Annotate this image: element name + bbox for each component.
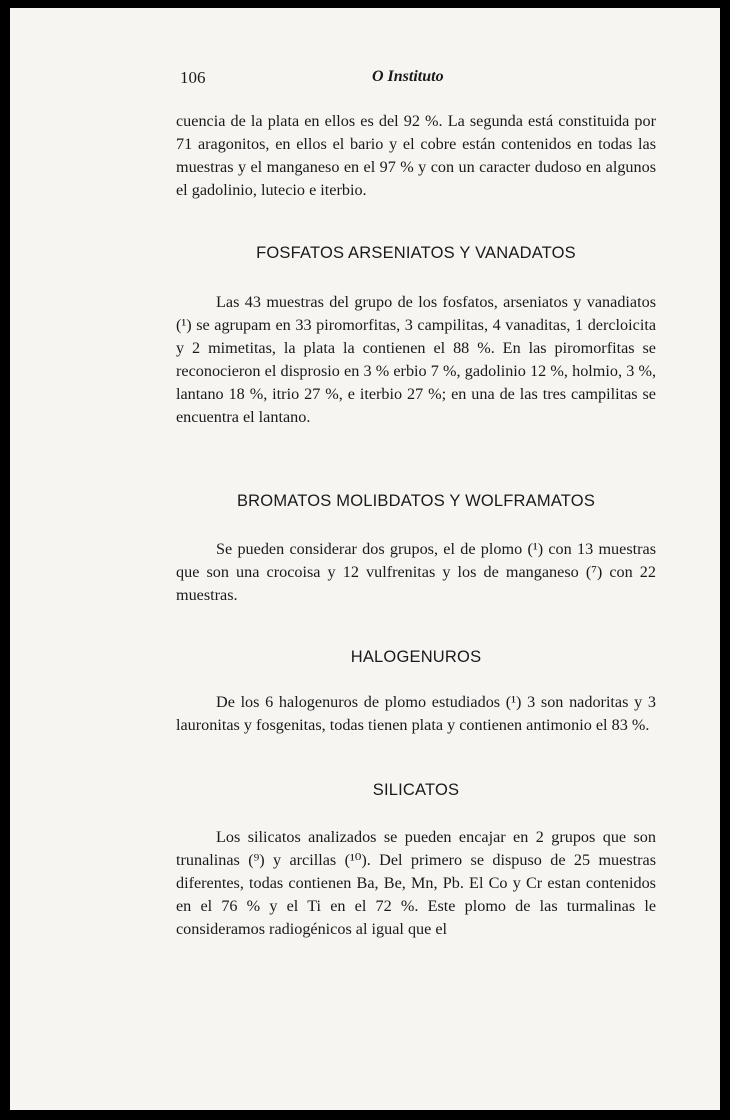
document-page — [10, 8, 720, 1110]
paragraph-text: cuencia de la plata en ellos es del 92 %. La segunda está constituida por 71 aragonitos, en ellos el bario y el cobre están contenidos en todas las muestras y el manganeso en el 97 % y con un caracter dudoso en algunos el gadolinio, lutecio e iterbio. — [176, 112, 656, 199]
section-paragraph-fosfatos — [176, 291, 656, 429]
page-header — [10, 68, 720, 92]
section-paragraph-halogenuros — [176, 691, 656, 737]
paragraph-text: Las 43 muestras del grupo de los fosfatos, arseniatos y vanadiatos (¹) se agrupam en 33 piromorfitas, 3 campilitas, 4 vanaditas, 1 dercloicita y 2 mimetitas, la plata la contienen el 88 %. En las piromorfitas se reconocieron el disprosio en 3 % erbio 7 %, gadolinio 12 %, holmio, 3 %, lantano 18 %, itrio 27 %, e iterbio 27 %; en una de las tres campilitas se encuentra el lantano. — [176, 293, 656, 426]
section-heading-silicatos: SILICATOS — [372, 781, 460, 799]
running-title: O Instituto — [372, 68, 444, 85]
paragraph-text: Se pueden considerar dos grupos, el de plomo (¹) con 13 muestras que son una crocoisa y 12 vulfrenitas y los de manganeso (⁷) con 22 muestras. — [176, 540, 656, 604]
section-heading-bromatos: BROMATOS MOLIBDATOS Y WOLFRAMATOS — [236, 492, 596, 510]
intro-paragraph — [176, 110, 656, 202]
section-paragraph-bromatos — [176, 538, 656, 607]
page-number: 106 — [180, 68, 206, 87]
section-paragraph-silicatos — [176, 826, 656, 941]
section-heading-fosfatos: FOSFATOS ARSENIATOS Y VANADATOS — [256, 244, 576, 262]
paragraph-text: Los silicatos analizados se pueden encajar en 2 grupos que son trunalinas (⁹) y arcillas (¹⁰). Del primero se dispuso de 25 muestras diferentes, todas contienen Ba, Be, Mn, Pb. El Co y Cr estan contenidos en el 76 % y el Ti en el 72 %. Este plomo de las turmalinas le consideramos radiogénicos al igual que el — [176, 828, 656, 938]
paragraph-text: De los 6 halogenuros de plomo estudiados (¹) 3 son nadoritas y 3 lauronitas y fosgenitas, todas tienen plata y contienen antimonio el 83 %. — [176, 693, 656, 734]
section-heading-halogenuros: HALOGENUROS — [350, 648, 482, 666]
